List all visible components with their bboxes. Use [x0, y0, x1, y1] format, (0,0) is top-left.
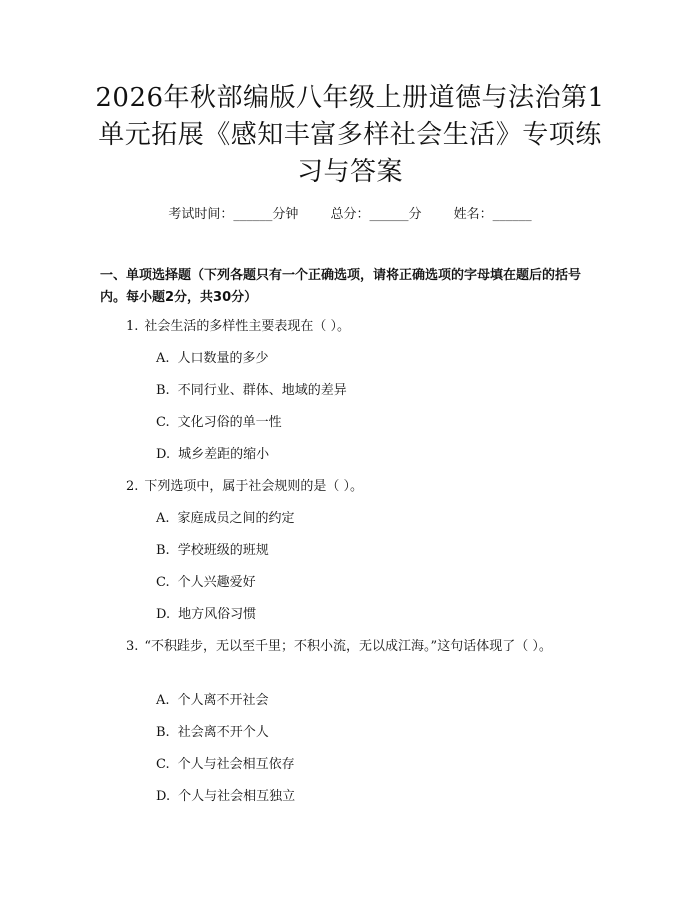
title-line-3: 习与答案 — [296, 157, 403, 187]
option-letter: A. — [156, 511, 170, 526]
exam-time-field: 考试时间：______分钟 — [168, 207, 299, 222]
option-text: 个人兴趣爱好 — [177, 575, 256, 590]
option-letter: C. — [156, 757, 170, 772]
question-2-option-d — [156, 604, 596, 626]
option-text: 地方风俗习惯 — [178, 607, 257, 622]
question-number: 3. — [126, 639, 139, 654]
question-2-option-a — [156, 508, 596, 530]
option-letter: B. — [156, 725, 170, 740]
question-1-option-b — [156, 380, 596, 402]
question-1-option-c — [156, 412, 596, 434]
option-letter: C. — [156, 575, 170, 590]
option-text: 个人与社会相互独立 — [178, 789, 296, 804]
option-text: 城乡差距的缩小 — [178, 447, 270, 462]
option-letter: A. — [156, 351, 170, 366]
option-letter: C. — [156, 415, 170, 430]
option-text: 个人与社会相互依存 — [177, 757, 295, 772]
option-text: 个人离不开社会 — [177, 693, 269, 708]
question-number: 2. — [126, 479, 139, 494]
option-letter: B. — [156, 383, 170, 398]
option-text: 文化习俗的单一性 — [177, 415, 282, 430]
question-3-option-d — [156, 786, 596, 808]
question-3-option-a — [156, 690, 596, 712]
question-text: 下列选项中，属于社会规则的是（ ）。 — [144, 479, 364, 494]
exam-meta — [0, 206, 700, 224]
option-text: 社会离不开个人 — [177, 725, 269, 740]
option-letter: D. — [156, 447, 171, 462]
student-name-field: 姓名：______ — [453, 207, 532, 222]
option-text: 学校班级的班规 — [177, 543, 269, 558]
question-text: 社会生活的多样性主要表现在（ ）。 — [144, 319, 351, 334]
section-heading: 一、单项选择题（下列各题只有一个正确选项，请将正确选项的字母填在题后的括号内。每小题2分，共30分） — [100, 268, 582, 305]
question-1-option-d — [156, 444, 596, 466]
question-2-option-c — [156, 572, 596, 594]
document-title — [95, 80, 605, 191]
total-score-field: 总分：______分 — [330, 207, 422, 222]
option-letter: A. — [156, 693, 170, 708]
question-3-option-c — [156, 754, 596, 776]
question-text: “不积跬步，无以至千里；不积小流，无以成江海。”这句话体现了（ ）。 — [144, 639, 552, 654]
title-line-2: 单元拓展《感知丰富多样社会生活》专项练 — [98, 120, 602, 150]
option-letter: D. — [156, 789, 171, 804]
question-2-option-b — [156, 540, 596, 562]
option-letter: D. — [156, 607, 171, 622]
question-1 — [126, 316, 601, 338]
question-number: 1. — [126, 319, 139, 334]
title-line-1: 2026年秋部编版八年级上册道德与法治第1 — [95, 83, 605, 113]
question-2 — [126, 476, 601, 498]
question-1-option-a — [156, 348, 596, 370]
option-text: 人口数量的多少 — [177, 351, 269, 366]
option-letter: B. — [156, 543, 170, 558]
question-3 — [103, 636, 598, 658]
question-3-option-b — [156, 722, 596, 744]
option-text: 不同行业、群体、地域的差异 — [177, 383, 347, 398]
option-text: 家庭成员之间的约定 — [177, 511, 295, 526]
